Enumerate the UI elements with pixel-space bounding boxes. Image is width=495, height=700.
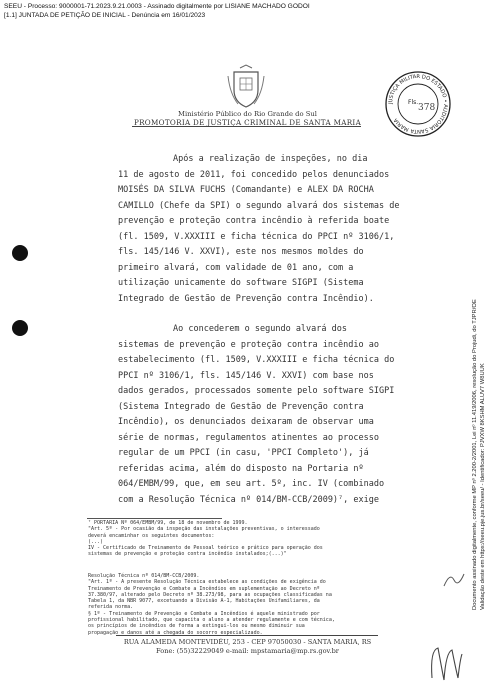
- footnote-line: "Art. 5º - Por ocasião da inspeção das instalações preventivas, o interessado: [88, 526, 320, 533]
- footnote-line: (...): [88, 538, 104, 545]
- footnote-line: profissional habilitado, que capacita o aluno a atender regulamente e com técnica,: [88, 617, 335, 624]
- text-line: Incêndio), os denunciados deixaram de observar uma: [118, 417, 374, 427]
- letterhead-divider: [132, 126, 361, 127]
- digital-signature-notice: Documento assinado digitalmente, conforme MP nº 2.200-2/2001, Lei nº 11.419/2006, resolução do Projudi, do TJPR/OE: [472, 299, 478, 610]
- text-line: com a Resolução Técnica nº 014/BM-CCB/2009)⁷, exige: [118, 494, 379, 505]
- footnote-line: os princípios de incêndios de forma a extingui-los ou mesmo diminuir sua: [88, 623, 305, 630]
- footnote-line: deverá encaminhar os seguintes documentos:: [88, 532, 215, 539]
- footnote-line: sistemas de prevenção e proteção contra incêndio instalados;(...)": [88, 551, 287, 558]
- footnote-line: referida norma.: [88, 604, 134, 611]
- footer-contact: Fone: (55)32229049 e-mail: mpstamaria@mp.rs.gov.br: [156, 647, 339, 655]
- coat-of-arms-icon: [226, 64, 266, 110]
- process-header-line: SEEU - Processo: 9000001-71.2023.9.21.0003 - Assinado digitalmente por LISIANE MACHADO GODOI: [4, 3, 310, 10]
- footnote-line: IV - Certificado de Treinamento de Pessoal teórico e prático para operação dos: [88, 545, 323, 552]
- court-stamp: [384, 70, 452, 138]
- paragraph-1: [118, 152, 400, 307]
- footnote-line: propagação e danos até a chegada do socorro especializado.: [88, 629, 263, 636]
- paragraph-2: [118, 322, 395, 508]
- footnote-portaria: [88, 520, 378, 558]
- text-line: sistemas de prevenção e proteção contra incêndio ao: [118, 339, 379, 350]
- initials-mark: [440, 570, 470, 590]
- footnote-line: 37.380/97, alterado pelo Decreto nº 38.273/98, para as ocupações classificadas na: [88, 591, 332, 598]
- footnote-line: Tabela 1, da NBR 9077, excetuando a Divisão A-1, Habitações Unifamiliares, da: [88, 598, 320, 605]
- text-line: primeiro alvará, com validade de 01 ano, com a: [118, 262, 354, 273]
- text-line: série de normas, regulamentos atinentes ao processo: [118, 432, 379, 443]
- text-line: Ao concederem o segundo alvará dos: [173, 324, 347, 334]
- text-line: 064/EMBM/99, que, em seu art. 5º, inc. IV (combinado: [118, 479, 385, 489]
- text-line: 11 de agosto de 2011, foi concedido pelos denunciados: [118, 169, 390, 180]
- text-line: CAMILLO (Chefe da SPI) o segundo alvará dos sistemas de: [118, 200, 400, 211]
- text-line: utilização unicamente do software SIGPI (Sistema: [118, 278, 364, 288]
- footer-divider: [116, 635, 378, 636]
- text-line: dados gerados, processados somente pelo software SIGPI: [118, 386, 395, 396]
- validation-notice: Validação deste em https://seeu.pje.jus.br/seeu/ - Identificador: PJVXW 8KSHM ALUV7 W8UUK: [480, 363, 486, 610]
- text-line: (Sistema Integrado de Gestão de Prevenção contra: [118, 401, 364, 412]
- signature-scribble: [426, 640, 466, 685]
- text-line: Após a realização de inspeções, no dia: [173, 154, 368, 164]
- punch-hole: [12, 320, 28, 336]
- footnote-line: § 1º - Treinamento de Prevenção e Combate a Incêndios é aquele ministrado por: [88, 610, 320, 617]
- footnote-line: "Art. 1º - A presente Resolução Técnica estabelece as condições de exigência do: [88, 579, 326, 586]
- text-line: prevenção e proteção contra incêndio à referida boate: [118, 216, 390, 226]
- stamp-circular-text: JUSTIÇA MILITAR DO ESTADO • AUDITORIA SANTA MARIA: [387, 73, 449, 135]
- text-line: Integrado de Gestão de Prevenção contra Incêndio).: [118, 293, 374, 304]
- footer-address: RUA ALAMEDA MONTEVIDÉU, 253 - CEP 97050030 - SANTA MARIA, RS: [123, 638, 372, 646]
- promotoria-name: PROMOTORIA DE JUSTIÇA CRIMINAL DE SANTA MARIA: [133, 118, 362, 127]
- ministry-name: Ministério Público do Rio Grande do Sul: [178, 110, 317, 118]
- text-line: (fl. 1509, V.XXXIII e ficha técnica do PPCI nº 3106/1,: [118, 231, 395, 242]
- footnote-line: Resolução Técnica nº 014/BM-CCB/2009.: [88, 573, 200, 579]
- punch-hole: [12, 245, 28, 261]
- text-line: estabelecimento (fl. 1509, V.XXXIII e ficha técnica do: [118, 355, 395, 365]
- footnote-line: ⁷ PORTARIA Nº 064/EMBM/99, de 18 de novembro de 1999.: [88, 520, 248, 526]
- text-line: regular de um PPCI (in casu, 'PPCI Completo'), já: [118, 448, 369, 458]
- text-line: referidas acima, além do disposto na Portaria nº: [118, 463, 364, 474]
- stamp-page-label: Fls.: [408, 99, 419, 106]
- footnote-resolucao: [88, 573, 378, 636]
- stamp-page-number: 378: [418, 103, 436, 113]
- footnote-line: Treinamento de Prevenção e Combate a Incêndios em suplementação ao Decreto nº: [88, 585, 320, 592]
- text-line: fls. 145/146 V. XXVI), este nos mesmos moldes do: [118, 247, 364, 257]
- text-line: MOISÉS DA SILVA FUCHS (Comandante) e ALEX DA ROCHA: [118, 185, 374, 195]
- text-line: PPCI nº 3106/1, fls. 145/146 V. XXVI) com base nos: [118, 370, 374, 381]
- footnote-divider: [87, 518, 222, 519]
- filing-header-line: [1.1] JUNTADA DE PETIÇÃO DE INICIAL - Denúncia em 16/01/2023: [4, 12, 206, 19]
